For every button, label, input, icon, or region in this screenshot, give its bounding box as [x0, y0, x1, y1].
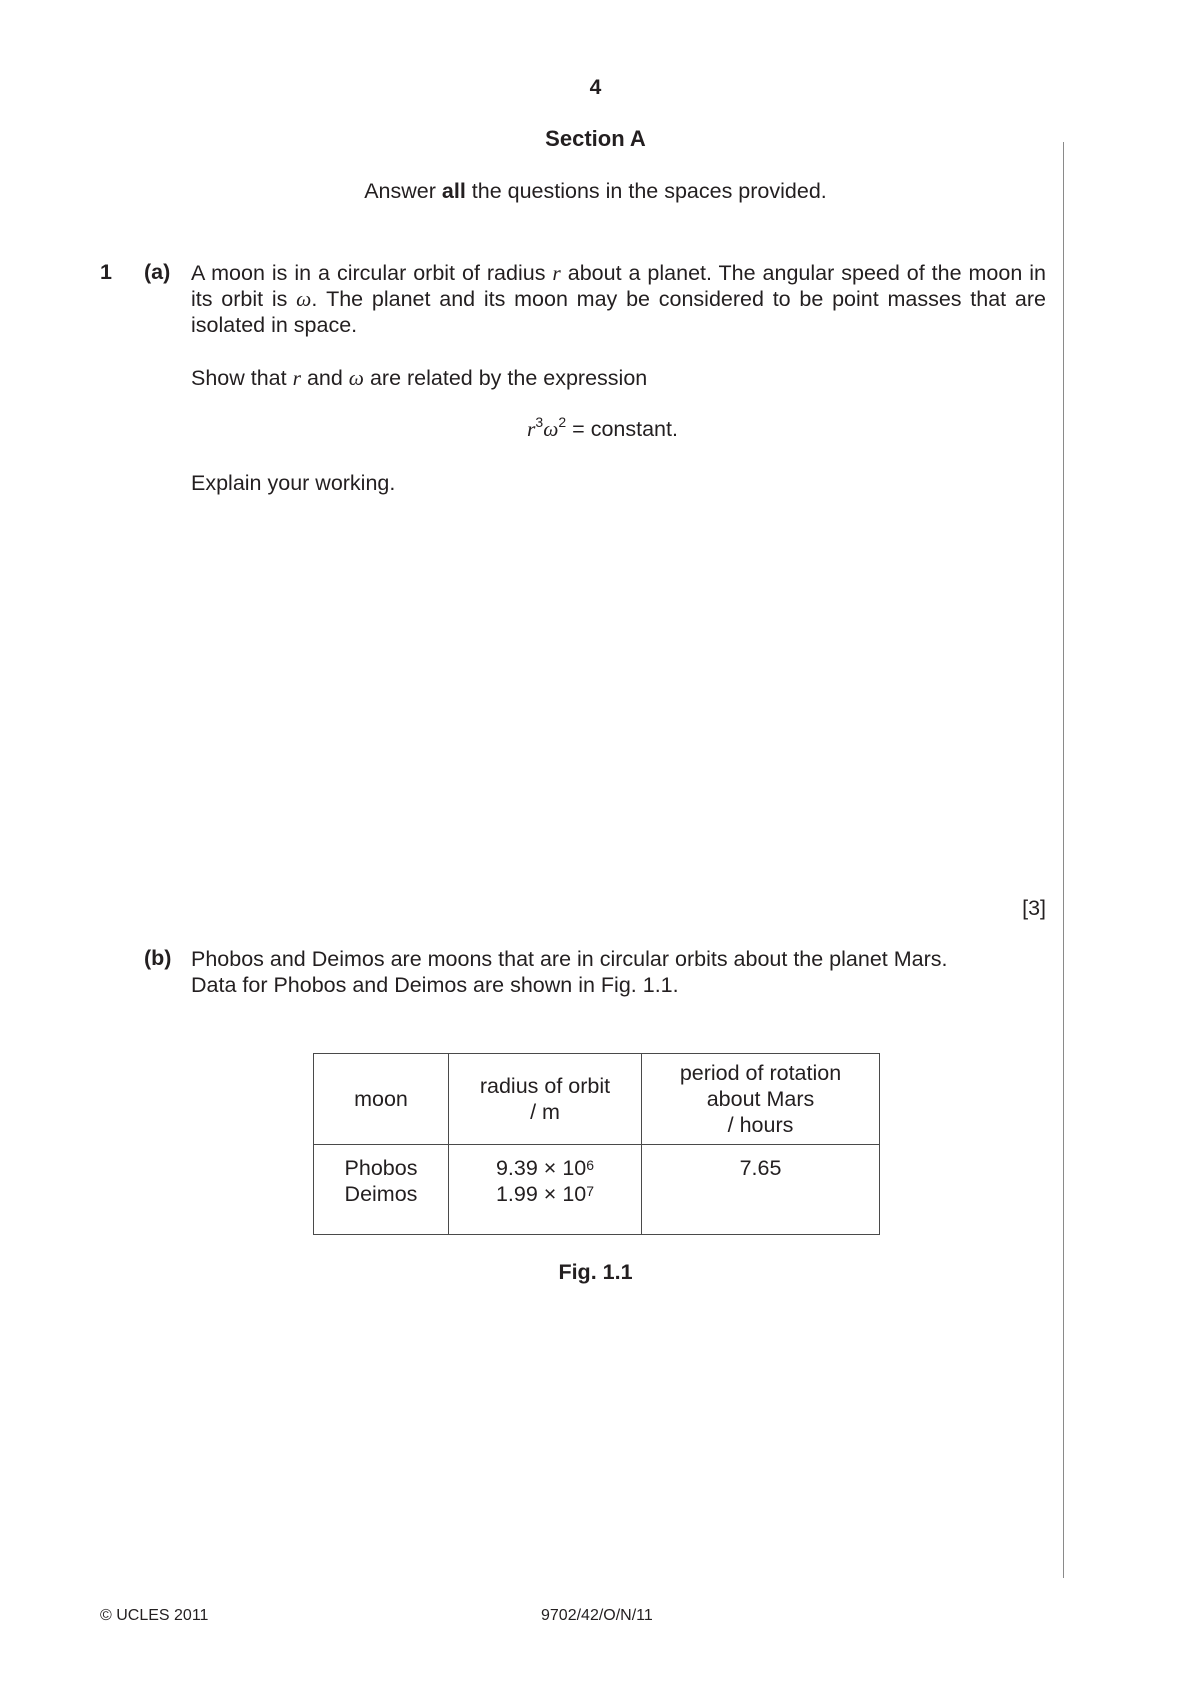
- intro-text-3: . The planet and its moon may be considered to be point masses that are isolated in space.: [191, 287, 1046, 337]
- part-b-line-1: Phobos and Deimos are moons that are in circular orbits about the planet Mars.: [191, 947, 948, 971]
- table-header-row: [314, 1054, 880, 1145]
- expression-omega: ω: [543, 417, 559, 441]
- expression-rest: = constant.: [566, 417, 678, 441]
- radius-exponent: 6: [586, 1157, 595, 1173]
- show-text-2: and: [300, 366, 349, 390]
- moon-name: Phobos: [344, 1156, 418, 1180]
- marks-part-a: [3]: [1022, 896, 1046, 920]
- header-radius-line: radius of orbit: [479, 1074, 611, 1098]
- symbol-r: r: [552, 261, 561, 285]
- margin-line: [1063, 142, 1064, 1578]
- moon-data-table: [313, 1053, 880, 1235]
- explain-instruction: Explain your working.: [191, 471, 396, 495]
- expression-exp-2: 2: [558, 414, 567, 430]
- header-moon: [314, 1054, 449, 1145]
- intro-text-1: A moon is in a circular orbit of radius: [191, 261, 553, 285]
- moon-name: Deimos: [344, 1182, 418, 1206]
- part-a-intro: [191, 260, 1046, 338]
- radius-mantissa: 9.39 × 10: [495, 1156, 587, 1180]
- radius-mantissa: 1.99 × 10: [495, 1182, 587, 1206]
- header-period: [642, 1054, 880, 1145]
- page-number: 4: [589, 76, 602, 99]
- footer-copyright: © UCLES 2011: [100, 1607, 209, 1624]
- radius-value: [449, 1155, 641, 1181]
- instruction-text: Answer: [364, 179, 442, 203]
- table-row: [314, 1145, 880, 1235]
- period-value: 7.65: [739, 1156, 782, 1180]
- cell-period: [642, 1145, 880, 1235]
- cell-radius: [449, 1145, 642, 1235]
- part-a-label: (a): [144, 260, 171, 284]
- instruction: [0, 179, 1191, 204]
- radius-value: [449, 1181, 641, 1207]
- expression-r: r: [527, 417, 536, 441]
- expression: [0, 414, 1191, 442]
- symbol-r: r: [292, 366, 301, 390]
- symbol-omega: ω: [296, 287, 312, 311]
- header-moon-text: moon: [354, 1087, 408, 1111]
- header-period-line: about Mars: [706, 1087, 815, 1111]
- symbol-omega: ω: [348, 366, 364, 390]
- intro-text-2: about a planet. The angular speed of the moon in its orbit is: [191, 261, 1046, 311]
- instruction-emphasis: all: [441, 179, 466, 203]
- figure-caption: Fig. 1.1: [558, 1260, 633, 1284]
- question-number: 1: [100, 260, 112, 284]
- instruction-text-end: the questions in the spaces provided.: [465, 179, 827, 203]
- show-text-3: are related by the expression: [363, 366, 648, 390]
- part-b-line-2: Data for Phobos and Deimos are shown in Fig. 1.1.: [191, 973, 679, 997]
- show-text-1: Show that: [191, 366, 293, 390]
- expression-exp-3: 3: [535, 414, 544, 430]
- header-radius: [449, 1054, 642, 1145]
- header-period-line: period of rotation: [679, 1061, 842, 1085]
- footer-code: 9702/42/O/N/11: [541, 1607, 653, 1624]
- header-period-unit: / hours: [727, 1113, 794, 1137]
- part-b-label: (b): [144, 946, 172, 970]
- part-b-text: [191, 946, 1046, 998]
- header-radius-unit: / m: [530, 1100, 560, 1124]
- show-that: [191, 365, 1046, 391]
- radius-exponent: 7: [586, 1183, 595, 1199]
- section-title: Section A: [545, 126, 646, 151]
- cell-moon: [314, 1145, 449, 1235]
